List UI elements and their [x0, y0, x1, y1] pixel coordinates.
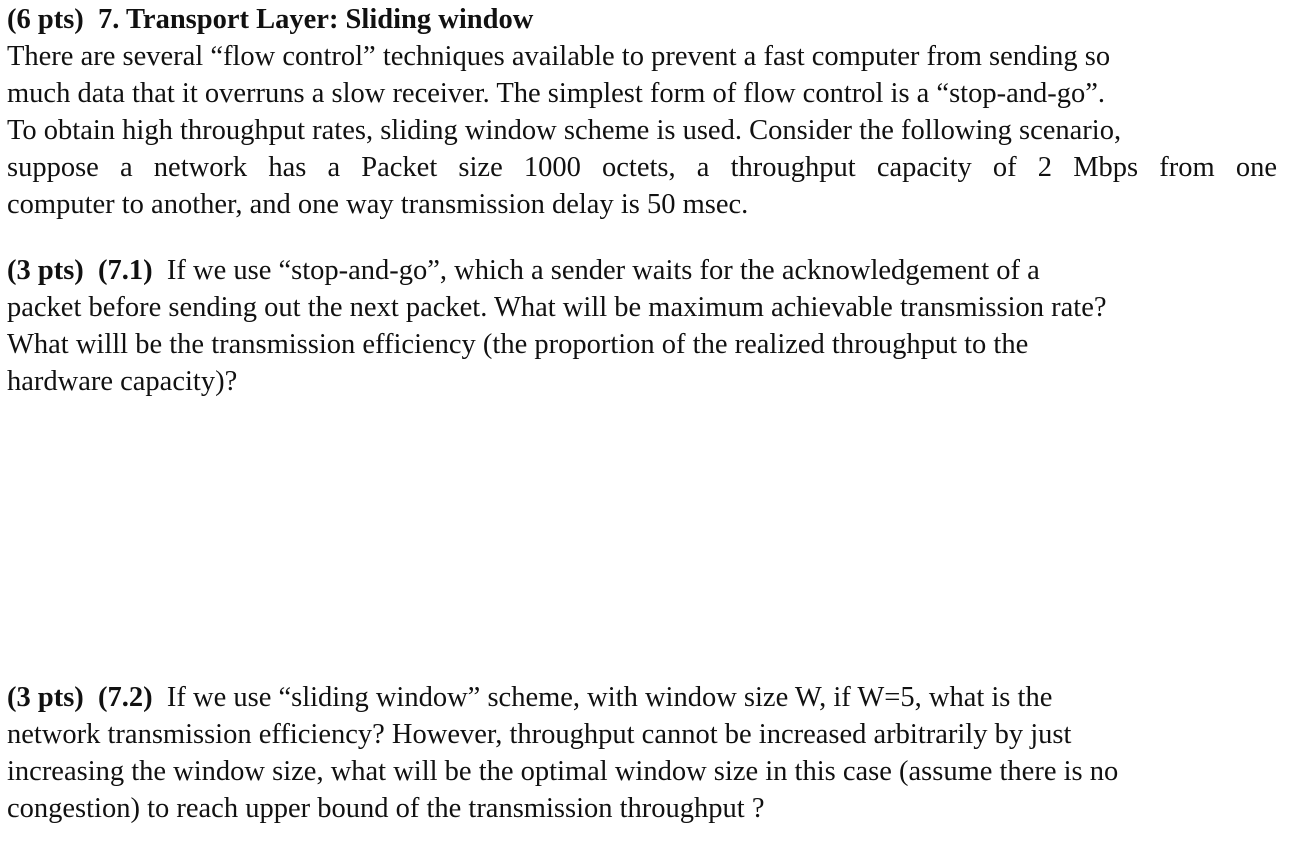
question-7-1-number: (7.1)	[98, 255, 153, 286]
question-7-2-number: (7.2)	[98, 682, 153, 713]
question-7-1-text: If we use “stop-and-go”, which a sender waits for the acknowledgement of a	[166, 255, 1040, 286]
question-7-2-first-line	[7, 679, 1277, 716]
question-7-line: suppose a network has a Packet size 1000 octets, a throughput capacity of 2 Mbps from one	[7, 152, 1277, 183]
question-7-2-points: (3 pts)	[7, 682, 84, 713]
question-7-heading	[7, 1, 1277, 38]
question-7-2-text: If we use “sliding window” scheme, with window size W, if W=5, what is the	[166, 682, 1053, 713]
question-7-1-line: hardware capacity)?	[7, 366, 238, 397]
question-7-1-line: What willl be the transmission efficiency (the proportion of the realized throughput to the	[7, 329, 1029, 360]
question-7	[7, 1, 1277, 223]
question-7-line: To obtain high throughput rates, sliding window scheme is used. Consider the following scenario,	[7, 115, 1122, 146]
question-7-title: 7. Transport Layer: Sliding window	[98, 4, 534, 35]
question-7-line: computer to another, and one way transmission delay is 50 msec.	[7, 189, 749, 220]
question-7-1	[7, 252, 1277, 400]
question-7-2-line: congestion) to reach upper bound of the transmission throughput ?	[7, 793, 765, 824]
question-7-line: There are several “flow control” techniques available to prevent a fast computer from sending so	[7, 41, 1111, 72]
question-7-2	[7, 679, 1277, 827]
question-7-2-line: network transmission efficiency? However, throughput cannot be increased arbitrarily by just	[7, 719, 1072, 750]
question-7-points: (6 pts)	[7, 4, 84, 35]
question-7-1-line: packet before sending out the next packet. What will be maximum achievable transmission rate?	[7, 292, 1107, 323]
question-7-1-first-line	[7, 252, 1277, 289]
question-7-line: much data that it overruns a slow receiver. The simplest form of flow control is a “stop-and-go”.	[7, 78, 1106, 109]
question-7-2-line: increasing the window size, what will be the optimal window size in this case (assume there is no	[7, 756, 1119, 787]
question-7-1-points: (3 pts)	[7, 255, 84, 286]
